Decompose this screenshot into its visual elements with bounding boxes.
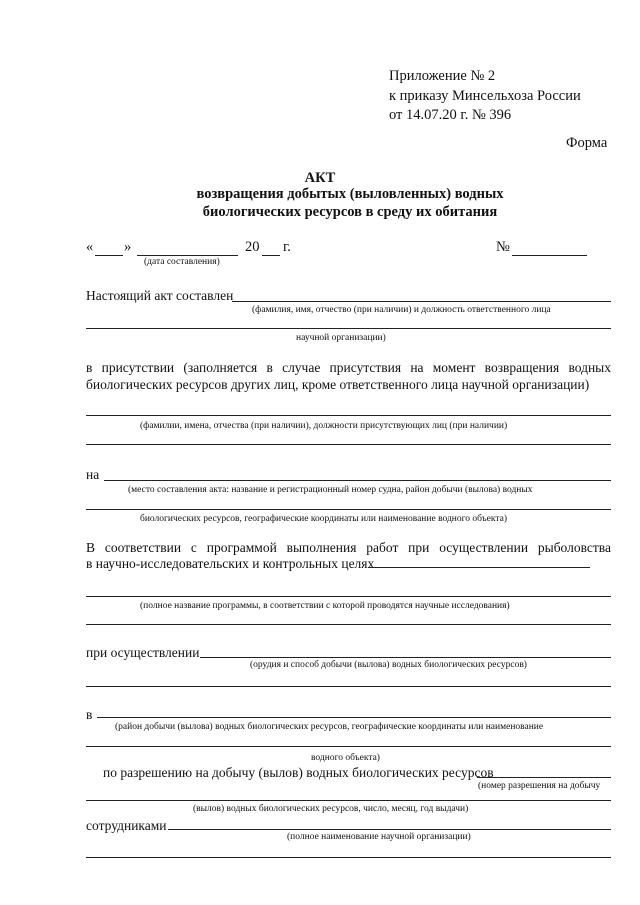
- composed-label: Настоящий акт составлен: [86, 288, 234, 303]
- place-field[interactable]: [104, 480, 611, 481]
- organization-caption: (полное наименование научной организации): [287, 832, 471, 842]
- program-field-2[interactable]: [86, 596, 611, 597]
- program-field-3[interactable]: [86, 624, 611, 625]
- program-text-line1: В соответствии с программой выполнения работ при осуществлении рыболовства: [86, 540, 611, 555]
- permit-caption-2: (вылов) водных биологических ресурсов, число, месяц, год выдачи): [193, 804, 469, 814]
- date-open-quote: «: [86, 239, 94, 255]
- area-field-2[interactable]: [86, 746, 611, 747]
- organization-field[interactable]: [168, 829, 611, 830]
- presence-field-2[interactable]: [86, 444, 611, 445]
- area-field[interactable]: [97, 717, 611, 718]
- day-field[interactable]: [95, 255, 123, 256]
- act-number-field[interactable]: [512, 255, 587, 256]
- month-field[interactable]: [137, 255, 238, 256]
- appendix-number: Приложение № 2: [389, 68, 496, 84]
- presence-text-line1: в присутствии (заполняется в случае присутствия на момент возвращения водных: [86, 360, 611, 375]
- program-caption: (полное название программы, в соответствии с которой проводятся научные исследования): [140, 601, 510, 611]
- year-suffix: г.: [283, 239, 291, 255]
- date-close-quote: »: [124, 239, 132, 255]
- permit-label: по разрешению на добычу (вылов) водных биологических ресурсов: [103, 765, 494, 780]
- organization-field-2[interactable]: [86, 857, 611, 858]
- staff-label: сотрудниками: [86, 818, 167, 833]
- presence-field[interactable]: [86, 415, 611, 416]
- document-subtitle-line2: биологических ресурсов в среду их обитания: [202, 204, 498, 220]
- composed-by-field-2[interactable]: [86, 328, 611, 329]
- gear-field-2[interactable]: [86, 686, 611, 687]
- on-label: на: [86, 467, 100, 482]
- composed-by-field[interactable]: [232, 301, 611, 302]
- document-title: АКТ: [304, 170, 336, 186]
- composed-caption: (фамилия, имя, отчество (при наличии) и должность ответственного лица: [252, 305, 551, 315]
- form-label: Форма: [566, 135, 608, 151]
- area-caption-2: водного объекта): [311, 753, 380, 763]
- year-field[interactable]: [262, 255, 280, 256]
- presence-caption: (фамилии, имена, отчества (при наличии), должности присутствующих лиц (при наличии): [140, 421, 508, 431]
- area-caption: (район добычи (вылова) водных биологических ресурсов, географические координаты или наименование: [115, 722, 544, 732]
- place-field-2[interactable]: [86, 509, 611, 510]
- permit-field[interactable]: [477, 777, 611, 778]
- presence-text-line2: биологических ресурсов других лиц, кроме ответственного лица научной организации): [86, 377, 590, 392]
- place-caption-2: биологических ресурсов, географические координаты или наименование водного объекта): [140, 514, 508, 524]
- composed-caption-2: научной организации): [296, 333, 386, 343]
- year-prefix: 20: [245, 239, 260, 255]
- during-label: при осуществлении: [86, 645, 200, 660]
- permit-field-2[interactable]: [86, 800, 611, 801]
- place-caption: (место составления акта: название и регистрационный номер судна, район добычи (вылова) водных: [128, 485, 533, 495]
- permit-caption: (номер разрешения на добычу: [478, 781, 601, 791]
- in-label: в: [86, 707, 93, 722]
- gear-field[interactable]: [200, 657, 611, 658]
- document-subtitle-line1: возвращения добытых (выловленных) водных: [196, 186, 504, 202]
- number-sign: №: [496, 239, 510, 255]
- order-reference: к приказу Минсельхоза России: [389, 88, 581, 104]
- order-date: от 14.07.20 г. № 396: [389, 107, 512, 123]
- program-text-line2: в научно-исследовательских и контрольных целях: [86, 556, 375, 571]
- date-caption: (дата составления): [144, 257, 220, 267]
- program-field[interactable]: [368, 567, 590, 568]
- gear-caption: (орудия и способ добычи (вылова) водных биологических ресурсов): [250, 660, 527, 670]
